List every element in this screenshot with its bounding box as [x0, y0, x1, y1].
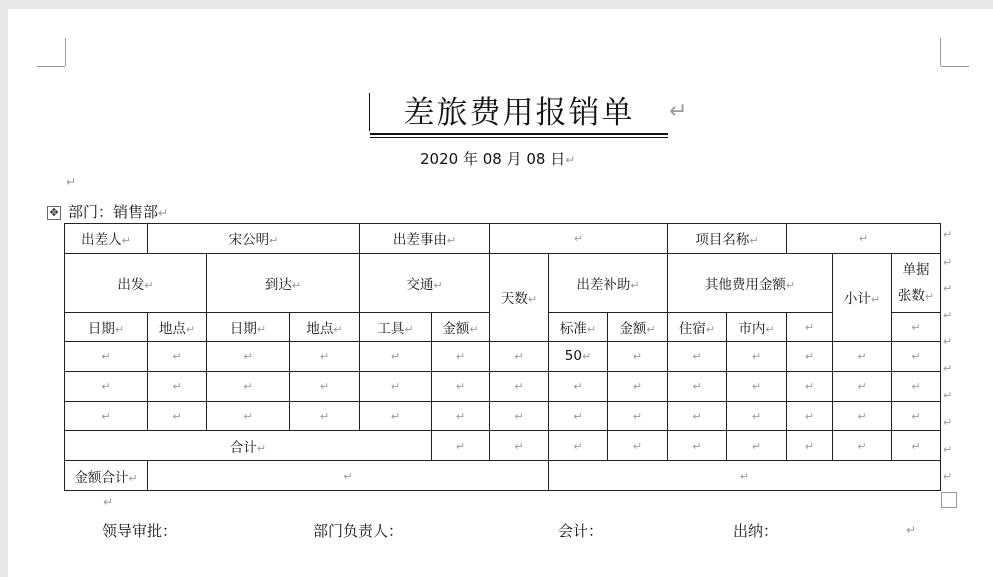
table-cell[interactable]: ↵ [148, 342, 207, 372]
reason-value-cell[interactable]: ↵ [490, 224, 668, 254]
grand-total-label-cell[interactable]: 金额合计↵ [65, 461, 148, 491]
row-end-mark: ↵ [943, 282, 953, 295]
table-cell[interactable]: ↵ [290, 401, 360, 431]
table-cell[interactable]: ↵ [833, 342, 892, 372]
allowance-standard-value-cell[interactable]: 50↵ [549, 342, 608, 372]
table-cell[interactable]: ↵ [490, 371, 549, 401]
row-end-mark: ↵ [943, 362, 953, 375]
arrive-place-header[interactable]: 地点↵ [290, 313, 360, 342]
form-date-text: 2020 年 08 月 08 日 [420, 150, 566, 168]
transport-tool-header[interactable]: 工具↵ [360, 313, 432, 342]
table-move-handle-icon[interactable]: ✥ [47, 206, 61, 220]
depart-date-header[interactable]: 日期↵ [65, 313, 148, 342]
table-cell[interactable]: ↵ [668, 342, 727, 372]
table-cell[interactable]: ↵ [787, 431, 833, 461]
cashier-label: 出纳： [733, 522, 779, 540]
table-cell[interactable]: ↵ [65, 342, 148, 372]
traveler-label-cell[interactable]: 出差人↵ [65, 224, 148, 254]
table-row [65, 371, 941, 401]
table-cell[interactable]: ↵ [148, 371, 207, 401]
table-cell[interactable]: ↵ [787, 371, 833, 401]
paragraph-mark: ↵ [565, 153, 576, 167]
table-cell[interactable]: ↵ [290, 342, 360, 372]
allowance-amount-header[interactable]: 金额↵ [608, 313, 668, 342]
table-cell[interactable]: ↵ [668, 431, 727, 461]
form-date[interactable] [420, 148, 575, 169]
table-cell[interactable]: ↵ [549, 401, 608, 431]
arrive-date-header[interactable]: 日期↵ [207, 313, 290, 342]
table-cell[interactable]: ↵ [65, 371, 148, 401]
table-row [65, 431, 941, 461]
receipts-label-cell[interactable]: 单据 张数↵ [892, 253, 941, 313]
department-label: 部门： [68, 203, 114, 221]
table-cell[interactable]: ↵ [787, 401, 833, 431]
row-end-mark: ↵ [943, 309, 953, 322]
lodging-header[interactable]: 住宿↵ [668, 313, 727, 342]
local-transport-header[interactable]: 市内↵ [727, 313, 787, 342]
table-cell[interactable]: ↵ [207, 371, 290, 401]
table-cell[interactable]: ↵ [207, 401, 290, 431]
table-cell[interactable]: ↵ [65, 401, 148, 431]
depart-group-cell[interactable]: 出发↵ [65, 253, 207, 313]
paragraph-mark: ↵ [66, 175, 77, 189]
table-row [65, 342, 941, 372]
table-cell[interactable]: ↵ [290, 371, 360, 401]
table-cell[interactable]: ↵ [833, 431, 892, 461]
grand-total-amount-cell[interactable]: ↵ [549, 461, 941, 491]
table-cell[interactable]: ↵ [833, 371, 892, 401]
row-end-mark: ↵ [943, 256, 953, 269]
row-end-mark: ↵ [943, 389, 953, 402]
table-cell[interactable]: ↵ [360, 342, 432, 372]
depart-place-header[interactable]: 地点↵ [148, 313, 207, 342]
table-row [65, 253, 941, 313]
form-title-block[interactable] [369, 93, 669, 139]
table-cell[interactable]: ↵ [432, 371, 490, 401]
row-end-mark: ↵ [943, 416, 953, 429]
table-cell[interactable]: ↵ [608, 401, 668, 431]
paragraph-mark: ↵ [158, 206, 169, 220]
other-expense-group-cell[interactable]: 其他费用金额↵ [668, 253, 833, 313]
table-cell[interactable]: ↵ [727, 431, 787, 461]
table-cell[interactable]: ↵ [892, 371, 941, 401]
table-row [65, 401, 941, 431]
project-value-cell[interactable]: ↵ [787, 224, 941, 254]
days-label-cell[interactable]: 天数↵ [490, 253, 549, 341]
title-underline [370, 133, 668, 135]
project-label-cell[interactable]: 项目名称↵ [668, 224, 787, 254]
accountant-label: 会计： [558, 522, 604, 540]
receipts-blank-cell[interactable]: ↵ [892, 313, 941, 342]
table-row [65, 461, 941, 491]
leader-approval-label: 领导审批： [102, 522, 178, 540]
subtotal-label-cell[interactable]: 小计↵ [833, 253, 892, 341]
margin-corner-top-left-vertical [65, 38, 66, 66]
table-resize-handle[interactable] [941, 492, 957, 508]
other-blank-header[interactable]: ↵ [787, 313, 833, 342]
title-underline-thin [370, 137, 668, 138]
table-cell[interactable]: ↵ [549, 431, 608, 461]
grand-total-text-cell[interactable]: ↵ [148, 461, 549, 491]
allowance-group-cell[interactable]: 出差补助↵ [549, 253, 668, 313]
form-title: 差旅费用报销单 [403, 95, 635, 131]
row-end-mark: ↵ [943, 335, 953, 348]
table-cell[interactable]: ↵ [490, 401, 549, 431]
table-cell[interactable]: ↵ [668, 401, 727, 431]
paragraph-mark: ↵ [669, 99, 688, 124]
table-cell[interactable]: ↵ [432, 342, 490, 372]
table-cell[interactable]: ↵ [360, 371, 432, 401]
row-end-mark: ↵ [943, 443, 953, 456]
table-cell[interactable]: ↵ [727, 401, 787, 431]
reason-label-cell[interactable]: 出差事由↵ [360, 224, 490, 254]
table-cell[interactable]: ↵ [892, 401, 941, 431]
table-cell[interactable]: ↵ [727, 342, 787, 372]
total-label-cell[interactable]: 合计↵ [65, 431, 432, 461]
row-end-mark: ↵ [943, 228, 953, 241]
table-cell[interactable]: ↵ [833, 401, 892, 431]
transport-group-cell[interactable]: 交通↵ [360, 253, 490, 313]
table-row [65, 224, 941, 254]
table-cell[interactable]: ↵ [608, 371, 668, 401]
table-cell[interactable]: ↵ [360, 401, 432, 431]
table-cell[interactable]: ↵ [490, 431, 549, 461]
table-cell[interactable]: ↵ [207, 342, 290, 372]
margin-corner-top-left [37, 66, 65, 67]
margin-corner-top-right [941, 66, 969, 67]
table-cell[interactable]: ↵ [432, 431, 490, 461]
row-end-mark: ↵ [943, 470, 953, 483]
table-cell[interactable]: ↵ [490, 342, 549, 372]
table-cell[interactable]: ↵ [892, 342, 941, 372]
table-cell[interactable]: ↵ [727, 371, 787, 401]
margin-corner-top-right-vertical [940, 38, 941, 66]
paragraph-mark: ↵ [103, 495, 114, 509]
traveler-value-cell[interactable]: 宋公明↵ [148, 224, 360, 254]
table-cell[interactable]: ↵ [787, 342, 833, 372]
table-cell[interactable]: ↵ [608, 431, 668, 461]
table-cell[interactable]: ↵ [892, 431, 941, 461]
department-line[interactable] [68, 201, 168, 222]
arrive-group-cell[interactable]: 到达↵ [207, 253, 360, 313]
dept-head-label: 部门负责人： [313, 522, 404, 540]
document-page [8, 9, 993, 577]
table-cell[interactable]: ↵ [608, 342, 668, 372]
table-cell[interactable]: ↵ [148, 401, 207, 431]
expense-table [64, 223, 941, 491]
department-value: 销售部 [113, 203, 159, 221]
table-cell[interactable]: ↵ [668, 371, 727, 401]
table-cell[interactable]: ↵ [549, 371, 608, 401]
transport-amount-header[interactable]: 金额↵ [432, 313, 490, 342]
table-cell[interactable]: ↵ [432, 401, 490, 431]
allowance-standard-header[interactable]: 标准↵ [549, 313, 608, 342]
paragraph-mark: ↵ [906, 523, 917, 537]
